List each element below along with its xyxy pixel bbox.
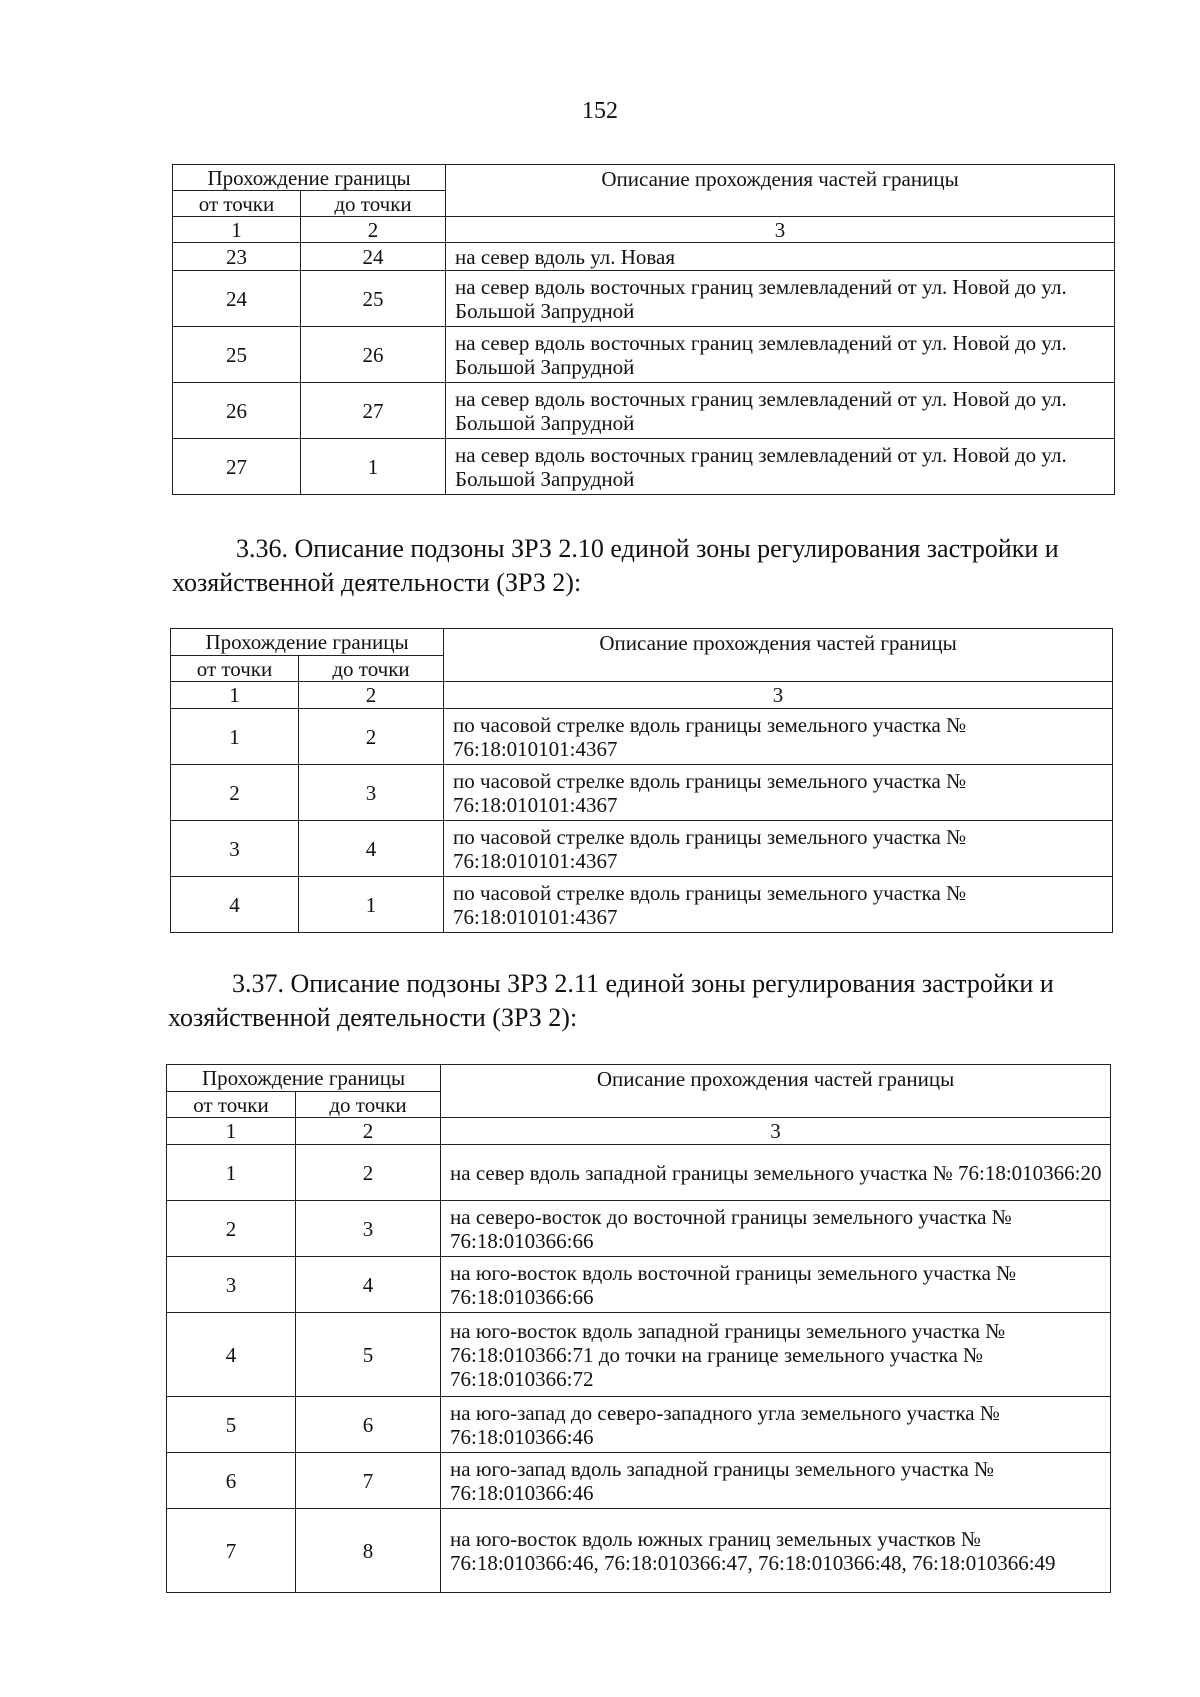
table-row [173,271,1115,327]
boundary-table-3 [166,1064,1111,1593]
from-point-cell: 3 [171,821,299,877]
header-from-point: от точки [167,1092,296,1118]
description-cell: на север вдоль восточных границ землевладений от ул. Новой до ул. Большой Запрудной [446,439,1115,495]
header-passage: Прохождение границы [167,1065,441,1092]
from-point-cell: 2 [171,765,299,821]
description-cell: по часовой стрелке вдоль границы земельного участка № 76:18:010101:4367 [444,765,1113,821]
to-point-cell: 8 [296,1509,441,1593]
table-row [167,1145,1111,1201]
boundary-table-1 [172,164,1115,495]
header-from-point: от точки [171,656,299,682]
table-row [167,1257,1111,1313]
description-cell: по часовой стрелке вдоль границы земельного участка № 76:18:010101:4367 [444,821,1113,877]
description-cell: на юго-восток вдоль восточной границы земельного участка № 76:18:010366:66 [441,1257,1111,1313]
to-point-cell: 25 [301,271,446,327]
from-point-cell: 4 [167,1313,296,1397]
description-cell: на юго-запад до северо-западного угла земельного участка № 76:18:010366:46 [441,1397,1111,1453]
column-number: 2 [301,217,446,243]
section-336-heading: 3.36. Описание подзоны ЗРЗ 2.10 единой зоны регулирования застройки и хозяйственной деятельности (ЗРЗ 2): [172,534,1059,597]
from-point-cell: 24 [173,271,301,327]
from-point-cell: 7 [167,1509,296,1593]
to-point-cell: 4 [299,821,444,877]
table-row [167,1397,1111,1453]
boundary-table-2-container [170,628,1113,933]
to-point-cell: 3 [296,1201,441,1257]
description-cell: на север вдоль ул. Новая [446,243,1115,271]
table-row [171,877,1113,933]
section-337-heading: 3.37. Описание подзоны ЗРЗ 2.11 единой зоны регулирования застройки и хозяйственной деятельности (ЗРЗ 2): [168,969,1054,1032]
to-point-cell: 7 [296,1453,441,1509]
boundary-table-1-container [172,164,1115,495]
to-point-cell: 4 [296,1257,441,1313]
header-passage: Прохождение границы [173,165,446,191]
from-point-cell: 25 [173,327,301,383]
table-row [167,1509,1111,1593]
header-description: Описание прохождения частей границы [441,1065,1111,1118]
header-to-point: до точки [301,191,446,217]
header-to-point: до точки [299,656,444,682]
description-cell: по часовой стрелке вдоль границы земельного участка № 76:18:010101:4367 [444,877,1113,933]
to-point-cell: 5 [296,1313,441,1397]
column-number: 3 [441,1118,1111,1145]
description-cell: по часовой стрелке вдоль границы земельного участка № 76:18:010101:4367 [444,709,1113,765]
table-row [173,327,1115,383]
to-point-cell: 2 [296,1145,441,1201]
from-point-cell: 6 [167,1453,296,1509]
description-cell: на юго-запад вдоль западной границы земельного участка № 76:18:010366:46 [441,1453,1111,1509]
column-number: 1 [171,682,299,709]
table-row [171,765,1113,821]
column-number: 3 [446,217,1115,243]
column-number: 2 [299,682,444,709]
to-point-cell: 27 [301,383,446,439]
column-number: 1 [167,1118,296,1145]
column-number-row [171,682,1113,709]
header-description: Описание прохождения частей границы [444,629,1113,682]
table-row [167,1313,1111,1397]
column-number: 3 [444,682,1113,709]
column-number-row [167,1118,1111,1145]
to-point-cell: 1 [301,439,446,495]
column-number: 2 [296,1118,441,1145]
from-point-cell: 1 [167,1145,296,1201]
from-point-cell: 26 [173,383,301,439]
table-row [171,821,1113,877]
from-point-cell: 5 [167,1397,296,1453]
table-row [173,383,1115,439]
table-row [173,439,1115,495]
description-cell: на север вдоль западной границы земельного участка № 76:18:010366:20 [441,1145,1111,1201]
header-from-point: от точки [173,191,301,217]
description-cell: на юго-восток вдоль южных границ земельных участков № 76:18:010366:46, 76:18:010366:47, 76:18:010366:48, 76:18:010366:49 [441,1509,1111,1593]
boundary-table-3-container [166,1064,1111,1593]
to-point-cell: 26 [301,327,446,383]
description-cell: на юго-восток вдоль западной границы земельного участка № 76:18:010366:71 до точки на границе земельного участка № 76:18:010366:72 [441,1313,1111,1397]
page-number: 152 [582,98,618,124]
to-point-cell: 1 [299,877,444,933]
description-cell: на север вдоль восточных границ землевладений от ул. Новой до ул. Большой Запрудной [446,271,1115,327]
column-number: 1 [173,217,301,243]
header-passage: Прохождение границы [171,629,444,656]
table-row [173,243,1115,271]
to-point-cell: 3 [299,765,444,821]
to-point-cell: 6 [296,1397,441,1453]
table-row [171,709,1113,765]
description-cell: на северо-восток до восточной границы земельного участка № 76:18:010366:66 [441,1201,1111,1257]
header-to-point: до точки [296,1092,441,1118]
from-point-cell: 27 [173,439,301,495]
to-point-cell: 2 [299,709,444,765]
to-point-cell: 24 [301,243,446,271]
description-cell: на север вдоль восточных границ землевладений от ул. Новой до ул. Большой Запрудной [446,383,1115,439]
boundary-table-2 [170,628,1113,933]
from-point-cell: 4 [171,877,299,933]
table-row [167,1453,1111,1509]
from-point-cell: 1 [171,709,299,765]
table-row [167,1201,1111,1257]
from-point-cell: 3 [167,1257,296,1313]
description-cell: на север вдоль восточных границ землевладений от ул. Новой до ул. Большой Запрудной [446,327,1115,383]
from-point-cell: 2 [167,1201,296,1257]
header-description: Описание прохождения частей границы [446,165,1115,217]
column-number-row [173,217,1115,243]
from-point-cell: 23 [173,243,301,271]
